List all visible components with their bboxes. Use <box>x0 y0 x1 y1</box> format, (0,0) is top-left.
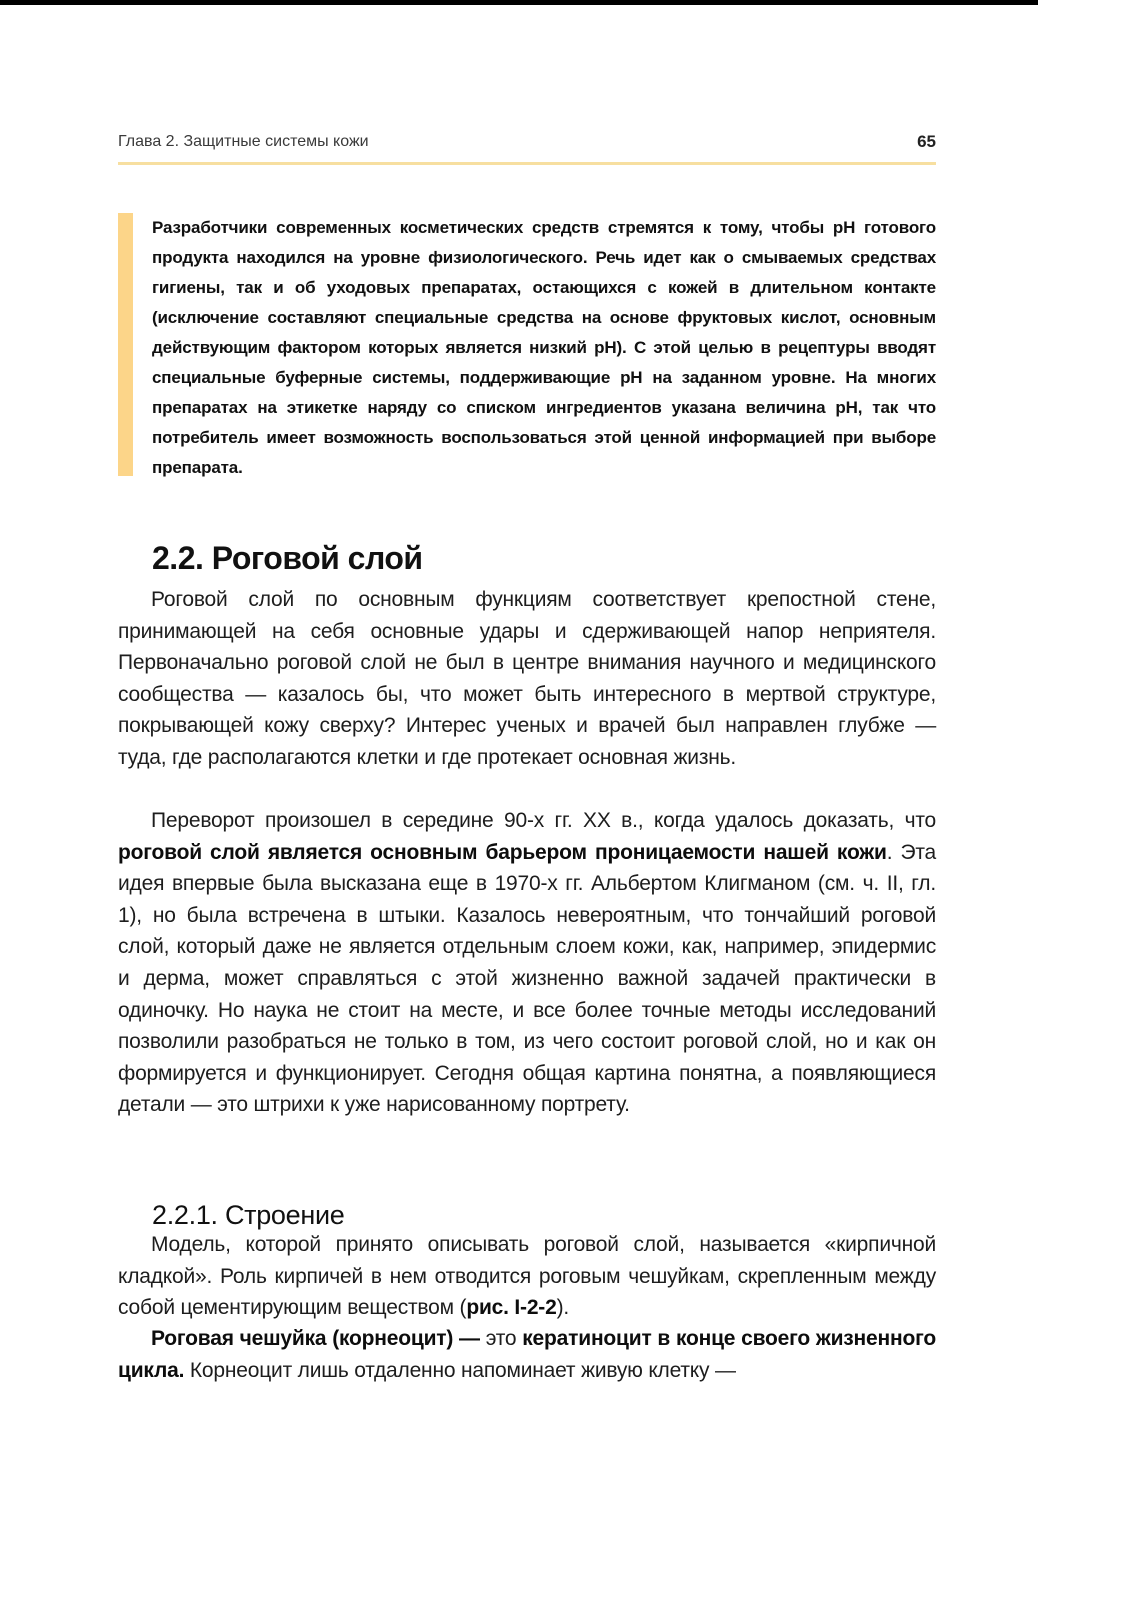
top-border-rule <box>0 0 1038 5</box>
section-paragraph-1: Роговой слой по основным функциям соответствует крепостной стене, принимающей на себя основные удары и сдерживающей напор неприятеля. Первоначально роговой слой не был в центре внимания научного и медицинского сообщества — казалось бы, что может быть интересного в мертвой структуре, покрывающей кожу сверху? Интерес ученых и врачей был направлен глубже — туда, где располагаются клетки и где протекает основная жизнь. <box>118 588 936 769</box>
subsection-heading: 2.2.1. Строение <box>152 1200 345 1230</box>
chapter-title: Глава 2. Защитные системы кожи <box>118 133 369 150</box>
section-heading: 2.2. Роговой слой <box>152 540 423 576</box>
paragraph-text: Переворот произошел в середине 90-х гг. XX в., когда удалось доказать, что <box>151 809 936 832</box>
subsection-paragraph-1 <box>118 1229 936 1324</box>
term-definition: кератиноцит в конце своего жизненного цикла. <box>118 1327 936 1382</box>
figure-reference: рис. I-2-2 <box>466 1296 557 1320</box>
paragraph-text: . Эта идея впервые была высказана еще в 1970-х гг. Альбертом Клигманом (см. ч. II, гл. 1), но была встречена в штыки. Казалось невероятным, что тончайший роговой слой, который даже не является отдельным слоем кожи, как, например, эпидермис и дерма, может справляться с этой жизненно важной задачей практически в одиночку. Но наука не стоит на месте, и все более точные методы исследований позволили разобраться не только в том, из чего состоит роговой слой, но и как он формируется и функционирует. Сегодня общая картина понятна, а появляющиеся детали — это штрихи к уже нарисованному портрету. <box>118 840 937 1117</box>
term-definition: Роговая чешуйка (корнеоцит) — <box>151 1327 480 1350</box>
paragraph-text: ). <box>556 1296 570 1320</box>
emphasis-text: роговой слой является основным барьером проницаемости нашей кожи <box>118 840 887 864</box>
paragraph-text: Корнеоцит лишь отдаленно напоминает живую клетку — <box>184 1358 736 1382</box>
callout-text: Разработчики современных косметических средств стремятся к тому, чтобы pH готового продукта находился на уровне физиологического. Речь идет как о смываемых средствах гигиены, так и об уходовых препаратах, остающихся с кожей в длительном контакте (исключение составляют специальные средства на основе фруктовых кислот, основным действующим фактором которых является низкий pH). С этой целью в рецептуры вводят специальные буферные системы, поддерживающие pH на заданном уровне. На многих препаратах на этикетке наряду со списком ингредиентов указана величина pH, так что потребитель имеет возможность воспользоваться этой ценной информацией при выборе препарата. <box>152 218 936 477</box>
running-header <box>118 133 936 163</box>
paragraph-text: это <box>479 1327 523 1350</box>
callout-accent-bar <box>118 213 133 476</box>
page-number: 65 <box>917 132 936 151</box>
header-rule <box>118 162 936 165</box>
subsection-paragraph-2 <box>118 1323 936 1386</box>
paragraph-text: Модель, которой принято описывать роговой слой, называется «кирпичной кладкой». Роль кирпичей в нем отводится роговым чешуйкам, скрепленным между собой цементирующим веществом ( <box>118 1233 936 1320</box>
section-paragraph-2 <box>118 805 936 1121</box>
